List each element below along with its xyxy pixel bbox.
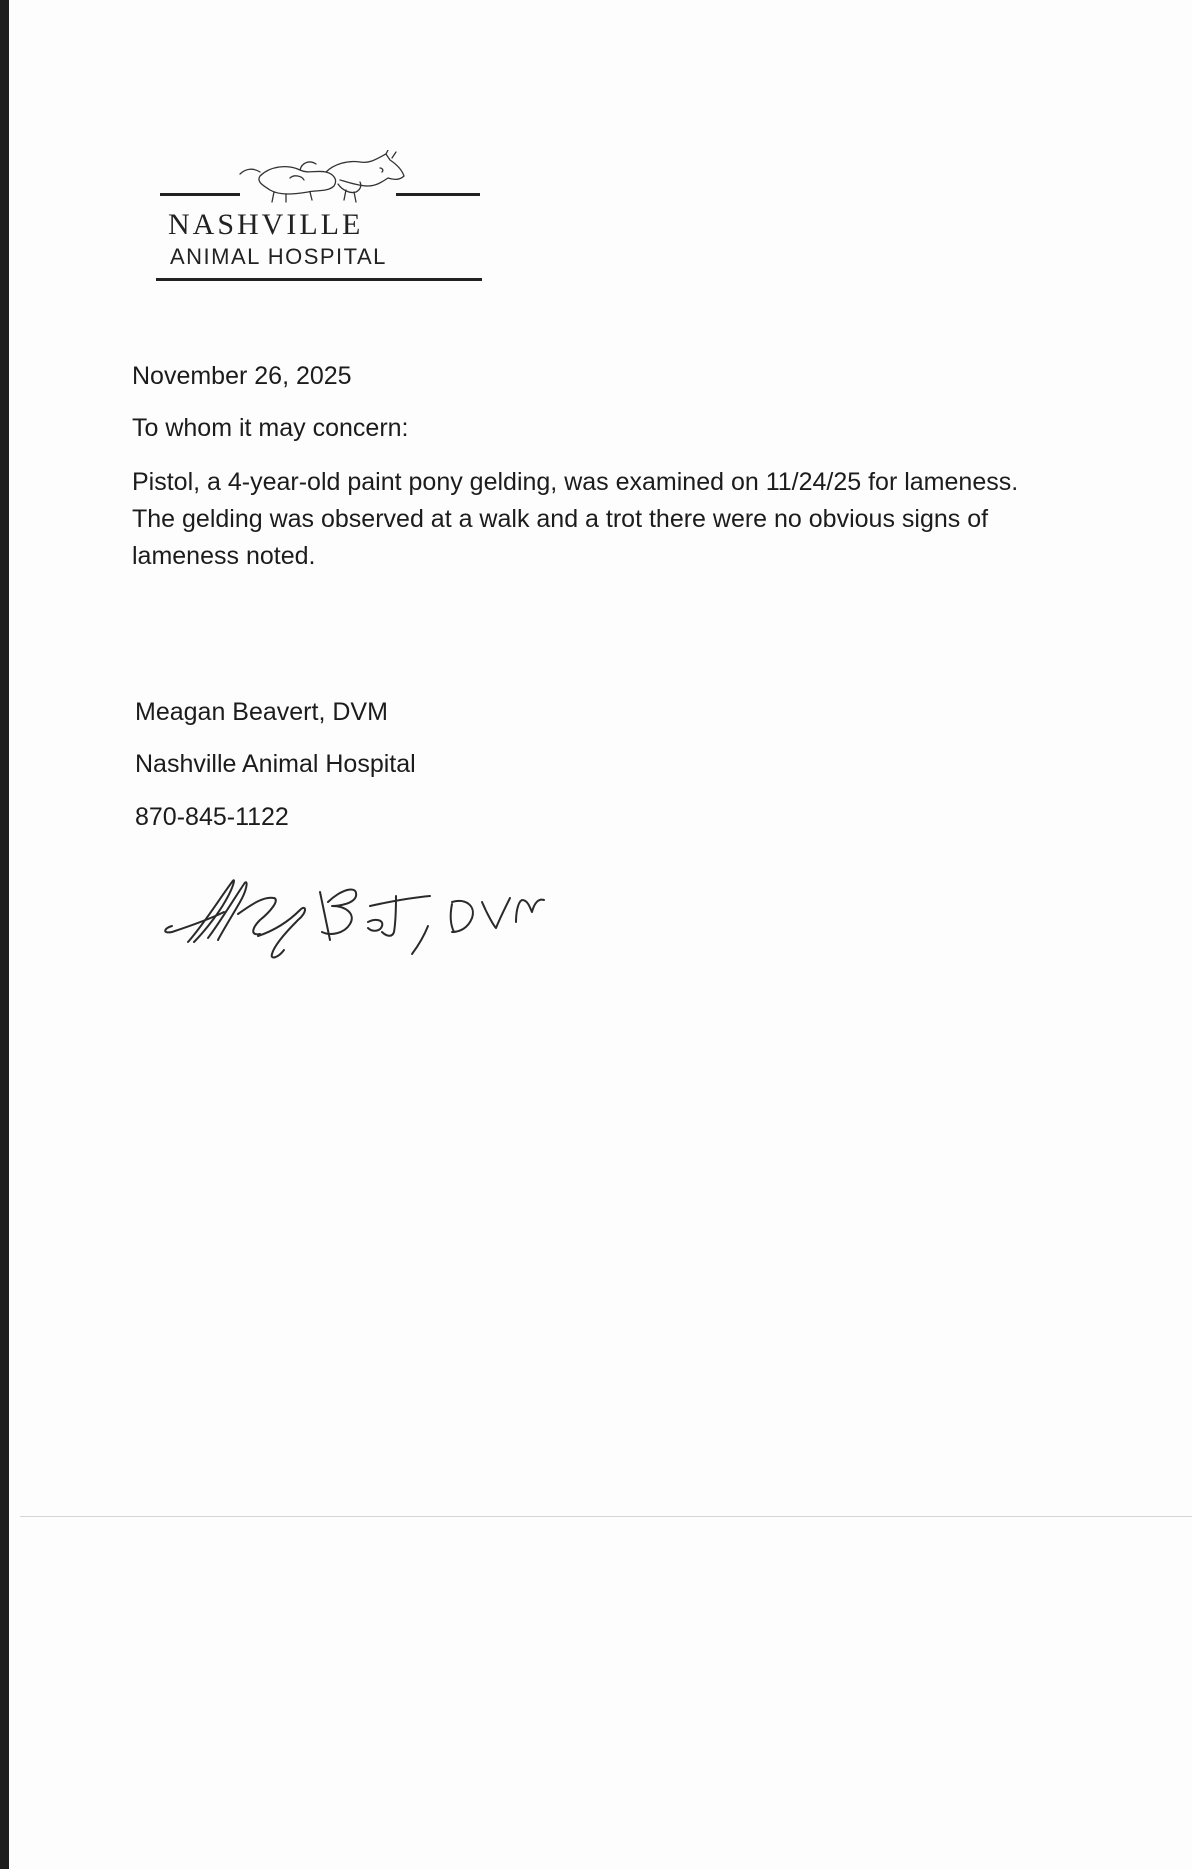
dog-cat-horse-logo-icon — [230, 150, 408, 206]
logo-rule-bottom — [156, 278, 482, 281]
scan-edge — [0, 0, 9, 1869]
hospital-subtitle: ANIMAL HOSPITAL — [170, 244, 387, 269]
body-line: Pistol, a 4-year-old paint pony gelding, was examined on 11/24/25 for lameness. — [132, 468, 1019, 496]
hospital-name: NASHVILLE — [168, 208, 364, 241]
signer-name: Meagan Beavert, DVM — [135, 698, 388, 726]
body-line: The gelding was observed at a walk and a trot there were no obvious signs of — [132, 505, 989, 533]
page-fold-line — [20, 1516, 1192, 1517]
signer-organization: Nashville Animal Hospital — [135, 750, 416, 778]
logo-rule-left — [160, 193, 240, 196]
salutation: To whom it may concern: — [132, 414, 409, 442]
letterhead-logo — [156, 150, 482, 286]
letter-date: November 26, 2025 — [132, 362, 352, 390]
signer-phone: 870-845-1122 — [135, 803, 289, 831]
handwritten-signature — [160, 862, 650, 972]
letter-body — [132, 464, 1092, 575]
logo-rule-right — [396, 193, 480, 196]
body-line: lameness noted. — [132, 542, 316, 570]
signature-icon — [160, 862, 650, 972]
